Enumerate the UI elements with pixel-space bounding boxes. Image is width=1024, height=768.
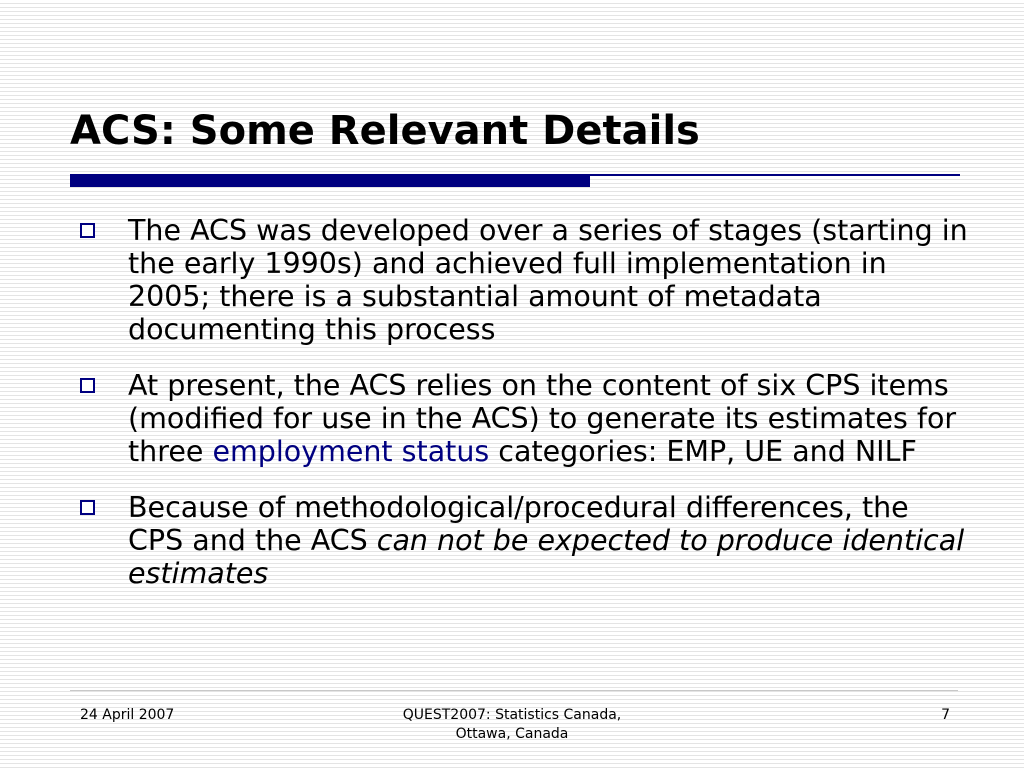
bullet-text-1: The ACS was developed over a series of stages (starting in the early 1990s) and achieved full implementation in 2005; there is a substantial amount of metadata documenting this process [128, 214, 968, 346]
page-number: 7 [941, 707, 950, 723]
bullet-text-3-start: Because of methodological/procedural differences, the CPS and the ACS [128, 491, 909, 557]
square-bullet-icon [80, 500, 95, 515]
footer-divider [70, 690, 958, 691]
footer-conference [362, 706, 662, 744]
bullet-text-3-emphasis: can not be expected to produce identical estimates [128, 524, 965, 590]
square-bullet-icon [80, 223, 95, 238]
bullet-list [70, 214, 970, 613]
bullet-text-2-end: categories: EMP, UE and NILF [489, 435, 917, 468]
title-underline-thick [70, 174, 590, 187]
bullet-text-2-start: At present, the ACS relies on the content of six CPS items (modified for use in the ACS) to generate its estimates for three [128, 369, 957, 468]
footer-conference-line2: Ottawa, Canada [455, 726, 569, 742]
highlight-employment-status: employment status [212, 435, 490, 468]
bullet-item-3 [70, 491, 970, 590]
bullet-item-2 [70, 369, 970, 468]
footer-conference-line1: QUEST2007: Statistics Canada, [402, 707, 622, 723]
footer-date: 24 April 2007 [80, 707, 175, 723]
bullet-item-1 [70, 214, 970, 346]
square-bullet-icon [80, 378, 95, 393]
slide-title: ACS: Some Relevant Details [70, 108, 700, 154]
